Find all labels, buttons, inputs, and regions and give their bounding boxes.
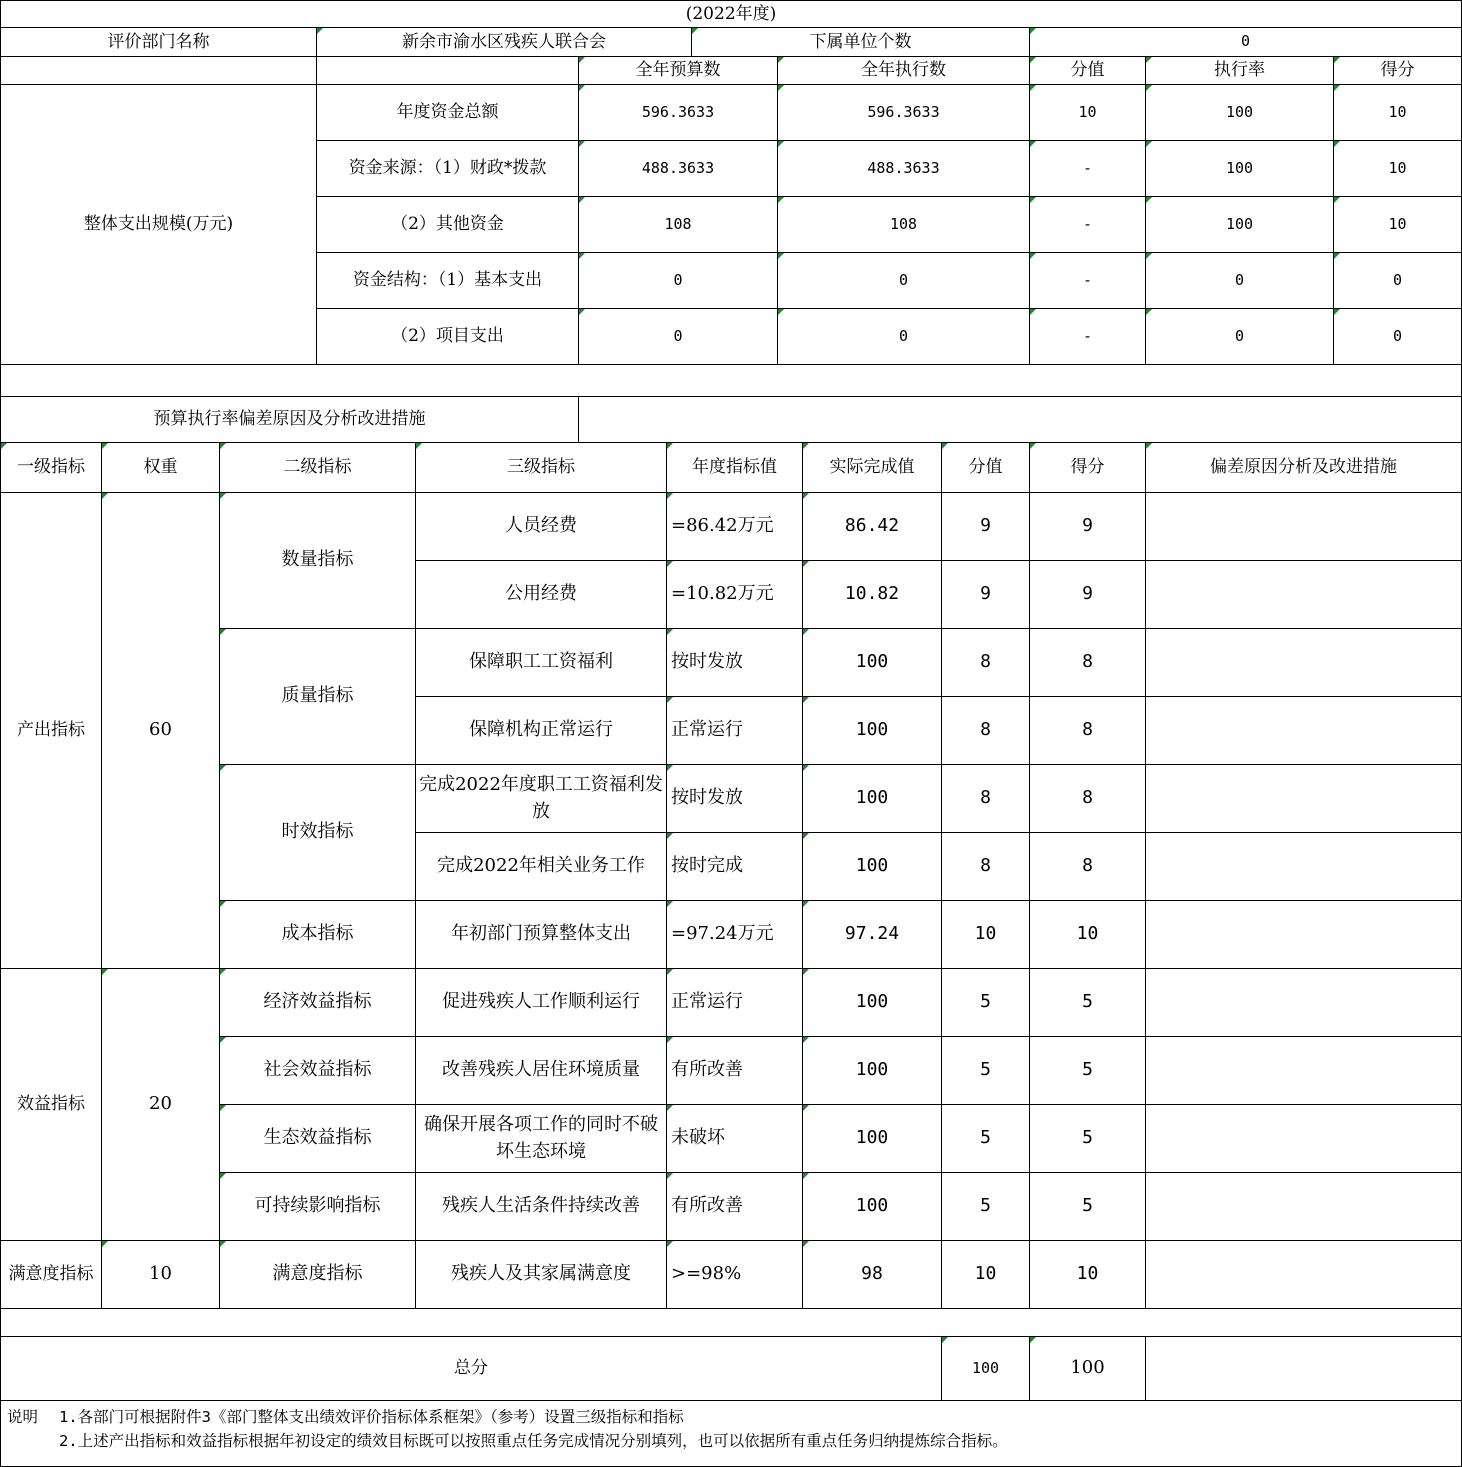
level1-weight: 10 xyxy=(102,1241,220,1309)
indicator-actual: 86.42 xyxy=(803,493,942,561)
indicator-value: 5 xyxy=(942,1173,1030,1241)
indicator-note xyxy=(1146,1173,1462,1241)
indicator-col-header: 权重 xyxy=(102,443,220,493)
indicator-value: 10 xyxy=(942,901,1030,969)
indicator-actual: 100 xyxy=(803,697,942,765)
budget-cell-score: 10 xyxy=(1334,141,1462,197)
sub-units-value: 0 xyxy=(1030,28,1462,57)
indicator-actual: 100 xyxy=(803,1037,942,1105)
indicator-score: 9 xyxy=(1030,493,1146,561)
budget-col-header: 得分 xyxy=(1334,57,1462,85)
indicator-target: 按时完成 xyxy=(667,833,803,901)
indicator-actual: 97.24 xyxy=(803,901,942,969)
indicator-name: 保障职工工资福利 xyxy=(416,629,667,697)
indicator-name: 改善残疾人居住环境质量 xyxy=(416,1037,667,1105)
indicator-actual: 10.82 xyxy=(803,561,942,629)
indicator-score: 8 xyxy=(1030,697,1146,765)
indicator-target: 正常运行 xyxy=(667,697,803,765)
budget-row-label: 年度资金总额 xyxy=(317,85,579,141)
indicator-value: 9 xyxy=(942,493,1030,561)
indicator-actual: 100 xyxy=(803,1105,942,1173)
indicator-note xyxy=(1146,561,1462,629)
budget-cell-budget: 0 xyxy=(579,253,778,309)
budget-cell-budget: 596.3633 xyxy=(579,85,778,141)
dept-label: 评价部门名称 xyxy=(0,28,317,57)
indicator-score: 10 xyxy=(1030,901,1146,969)
indicator-score: 5 xyxy=(1030,1105,1146,1173)
indicator-name: 确保开展各项工作的同时不破坏生态环境 xyxy=(416,1105,667,1173)
indicator-score: 9 xyxy=(1030,561,1146,629)
budget-cell-score_value: 10 xyxy=(1030,85,1146,141)
budget-cell-score_value: - xyxy=(1030,197,1146,253)
budget-cell-executed: 488.3633 xyxy=(778,141,1030,197)
level2-name: 质量指标 xyxy=(220,629,416,765)
indicator-actual: 100 xyxy=(803,765,942,833)
level2-name: 成本指标 xyxy=(220,901,416,969)
level1-weight: 20 xyxy=(102,969,220,1241)
indicator-col-header: 一级指标 xyxy=(0,443,102,493)
indicator-target: 未破坏 xyxy=(667,1105,803,1173)
budget-col-header: 执行率 xyxy=(1146,57,1334,85)
level1-name: 满意度指标 xyxy=(0,1241,102,1309)
level1-name: 产出指标 xyxy=(0,493,102,969)
budget-cell-score: 10 xyxy=(1334,85,1462,141)
budget-cell-budget: 488.3633 xyxy=(579,141,778,197)
total-value: 100 xyxy=(942,1337,1030,1401)
budget-col-header: 分值 xyxy=(1030,57,1146,85)
level2-name: 社会效益指标 xyxy=(220,1037,416,1105)
indicator-value: 9 xyxy=(942,561,1030,629)
indicator-name: 残疾人及其家属满意度 xyxy=(416,1241,667,1309)
indicator-target: 有所改善 xyxy=(667,1037,803,1105)
budget-col-header: 全年预算数 xyxy=(579,57,778,85)
budget-cell-budget: 0 xyxy=(579,309,778,365)
indicator-col-header: 偏差原因分析及改进措施 xyxy=(1146,443,1462,493)
notes-label: 说明 xyxy=(7,1408,39,1426)
indicator-target: >=98% xyxy=(667,1241,803,1309)
indicator-actual: 100 xyxy=(803,833,942,901)
budget-cell-budget: 108 xyxy=(579,197,778,253)
budget-cell-rate: 100 xyxy=(1146,197,1334,253)
indicator-target: =97.24万元 xyxy=(667,901,803,969)
deviation-label: 预算执行率偏差原因及分析改进措施 xyxy=(0,397,579,443)
indicator-name: 公用经费 xyxy=(416,561,667,629)
indicator-score: 5 xyxy=(1030,1037,1146,1105)
indicator-note xyxy=(1146,765,1462,833)
level2-name: 数量指标 xyxy=(220,493,416,629)
indicator-note xyxy=(1146,629,1462,697)
level2-name: 时效指标 xyxy=(220,765,416,901)
budget-cell-rate: 0 xyxy=(1146,253,1334,309)
budget-cell-executed: 108 xyxy=(778,197,1030,253)
level2-name: 生态效益指标 xyxy=(220,1105,416,1173)
indicator-score: 10 xyxy=(1030,1241,1146,1309)
budget-row-label: （2）其他资金 xyxy=(317,197,579,253)
indicator-target: 按时发放 xyxy=(667,629,803,697)
budget-cell-executed: 596.3633 xyxy=(778,85,1030,141)
budget-group-label: 整体支出规模(万元) xyxy=(0,85,317,365)
indicator-col-header: 年度指标值 xyxy=(667,443,803,493)
budget-cell-rate: 100 xyxy=(1146,141,1334,197)
indicator-note xyxy=(1146,1105,1462,1173)
notes-line-2: 2.上述产出指标和效益指标根据年初设定的绩效目标既可以按照重点任务完成情况分别填列，也可以依据所有重点任务归纳提炼综合指标。 xyxy=(59,1432,1008,1450)
budget-cell-score: 10 xyxy=(1334,197,1462,253)
indicator-value: 5 xyxy=(942,969,1030,1037)
indicator-value: 8 xyxy=(942,697,1030,765)
indicator-note xyxy=(1146,833,1462,901)
indicator-name: 促进残疾人工作顺利运行 xyxy=(416,969,667,1037)
indicator-target: 正常运行 xyxy=(667,969,803,1037)
level1-weight: 60 xyxy=(102,493,220,969)
total-score: 100 xyxy=(1030,1337,1146,1401)
budget-cell-score: 0 xyxy=(1334,309,1462,365)
indicator-value: 5 xyxy=(942,1037,1030,1105)
indicator-value: 8 xyxy=(942,833,1030,901)
deviation-value xyxy=(579,397,1462,443)
sub-units-label: 下属单位个数 xyxy=(692,28,1030,57)
indicator-col-header: 分值 xyxy=(942,443,1030,493)
indicator-score: 8 xyxy=(1030,765,1146,833)
blank-header-cell xyxy=(317,57,579,85)
indicator-target: 按时发放 xyxy=(667,765,803,833)
spacer-row xyxy=(0,365,1462,397)
budget-col-header: 全年执行数 xyxy=(778,57,1030,85)
indicator-note xyxy=(1146,697,1462,765)
indicator-note xyxy=(1146,969,1462,1037)
budget-cell-score_value: - xyxy=(1030,253,1146,309)
notes-block xyxy=(0,1401,1462,1467)
indicator-name: 年初部门预算整体支出 xyxy=(416,901,667,969)
indicator-name: 完成2022年相关业务工作 xyxy=(416,833,667,901)
indicator-value: 10 xyxy=(942,1241,1030,1309)
indicator-score: 8 xyxy=(1030,833,1146,901)
indicator-target: =10.82万元 xyxy=(667,561,803,629)
indicator-target: =86.42万元 xyxy=(667,493,803,561)
total-note xyxy=(1146,1337,1462,1401)
indicator-name: 保障机构正常运行 xyxy=(416,697,667,765)
level2-name: 可持续影响指标 xyxy=(220,1173,416,1241)
indicator-score: 8 xyxy=(1030,629,1146,697)
indicator-note xyxy=(1146,901,1462,969)
budget-row-label: （2）项目支出 xyxy=(317,309,579,365)
indicator-note xyxy=(1146,493,1462,561)
indicator-note xyxy=(1146,1241,1462,1309)
budget-cell-score_value: - xyxy=(1030,141,1146,197)
dept-name: 新余市渝水区残疾人联合会 xyxy=(317,28,692,57)
indicator-actual: 100 xyxy=(803,629,942,697)
indicator-value: 5 xyxy=(942,1105,1030,1173)
indicator-score: 5 xyxy=(1030,969,1146,1037)
indicator-value: 8 xyxy=(942,629,1030,697)
budget-row-label: 资金来源：（1）财政*拨款 xyxy=(317,141,579,197)
indicator-target: 有所改善 xyxy=(667,1173,803,1241)
year-label: (2022年度) xyxy=(0,0,1462,28)
indicator-col-header: 得分 xyxy=(1030,443,1146,493)
indicator-actual: 100 xyxy=(803,969,942,1037)
indicator-actual: 100 xyxy=(803,1173,942,1241)
indicator-name: 完成2022年度职工工资福利发放 xyxy=(416,765,667,833)
level2-name: 经济效益指标 xyxy=(220,969,416,1037)
indicator-actual: 98 xyxy=(803,1241,942,1309)
level1-name: 效益指标 xyxy=(0,969,102,1241)
indicator-name: 残疾人生活条件持续改善 xyxy=(416,1173,667,1241)
budget-cell-rate: 100 xyxy=(1146,85,1334,141)
budget-row-label: 资金结构：（1）基本支出 xyxy=(317,253,579,309)
indicator-col-header: 二级指标 xyxy=(220,443,416,493)
budget-cell-executed: 0 xyxy=(778,309,1030,365)
indicator-col-header: 实际完成值 xyxy=(803,443,942,493)
blank-header-cell xyxy=(0,57,317,85)
indicator-note xyxy=(1146,1037,1462,1105)
notes-line-1: 1.各部门可根据附件3《部门整体支出绩效评价指标体系框架》（参考）设置三级指标和指标 xyxy=(59,1408,684,1426)
budget-cell-executed: 0 xyxy=(778,253,1030,309)
budget-cell-score_value: - xyxy=(1030,309,1146,365)
spacer-row xyxy=(0,1309,1462,1337)
level2-name: 满意度指标 xyxy=(220,1241,416,1309)
budget-cell-rate: 0 xyxy=(1146,309,1334,365)
indicator-value: 8 xyxy=(942,765,1030,833)
indicator-score: 5 xyxy=(1030,1173,1146,1241)
indicator-name: 人员经费 xyxy=(416,493,667,561)
budget-cell-score: 0 xyxy=(1334,253,1462,309)
total-label: 总分 xyxy=(0,1337,942,1401)
indicator-col-header: 三级指标 xyxy=(416,443,667,493)
